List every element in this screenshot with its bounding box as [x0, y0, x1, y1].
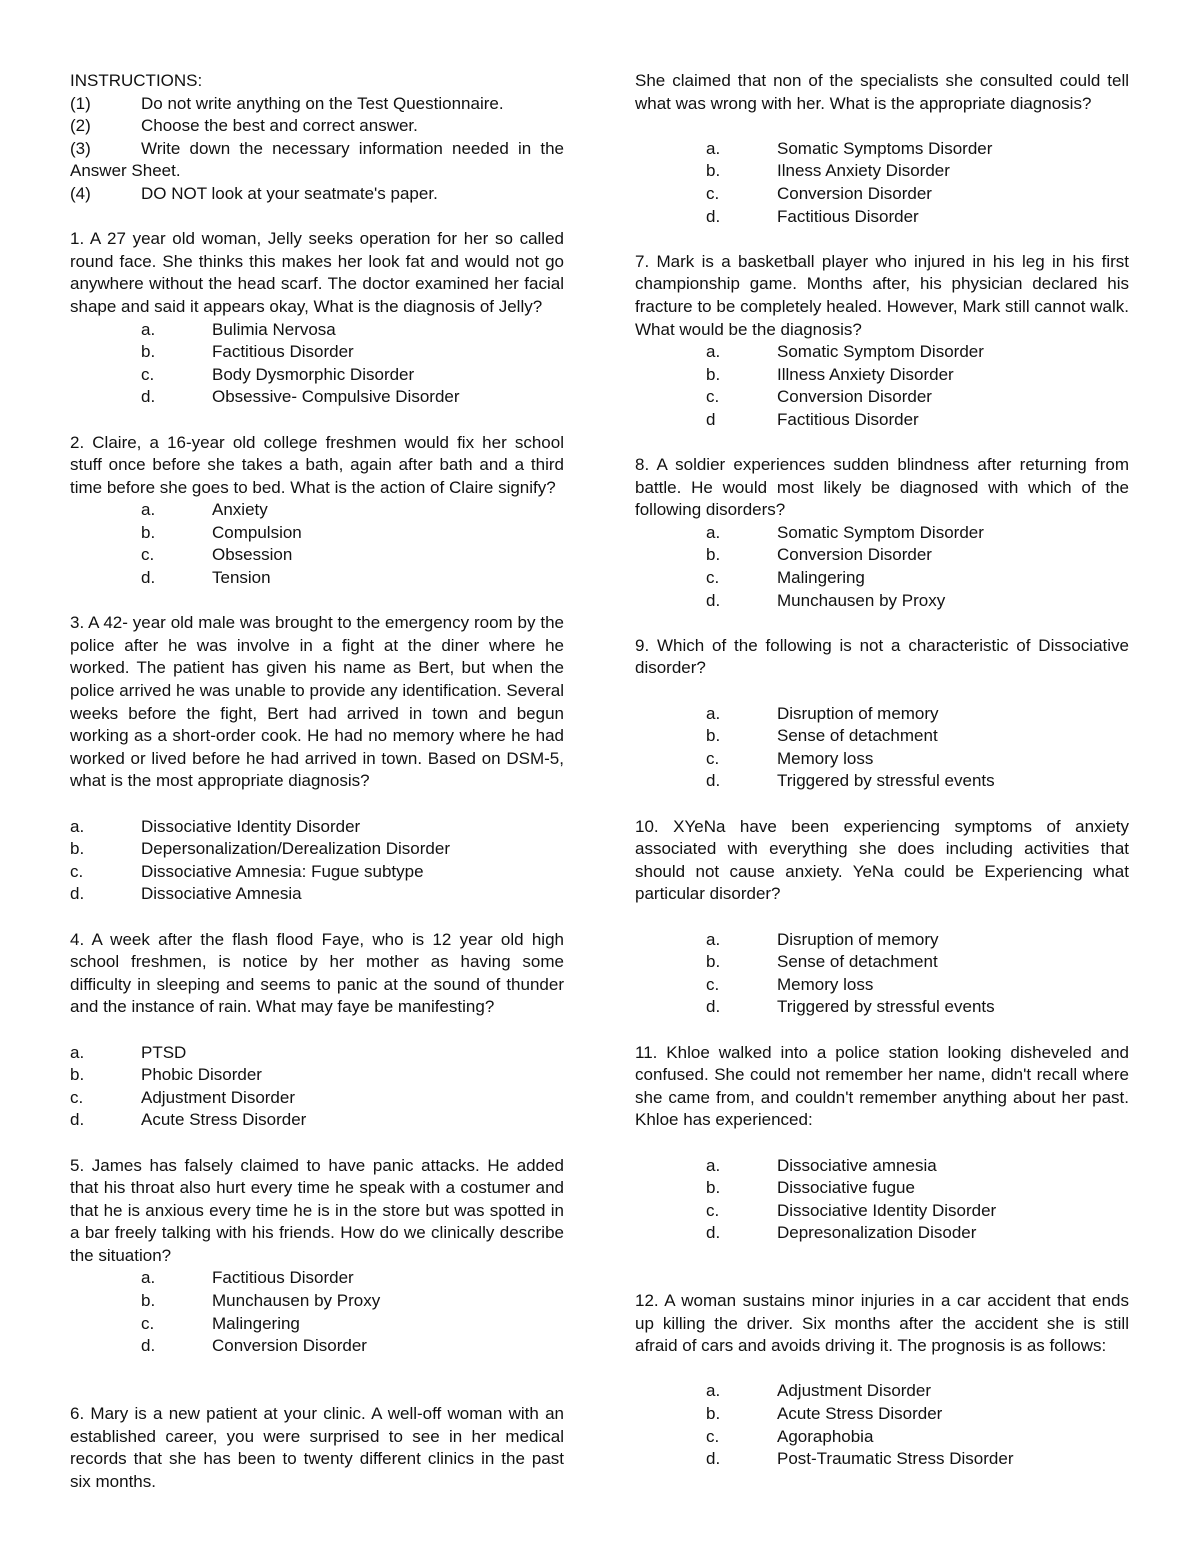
question-stem: 2. Claire, a 16-year old college freshmen would fix her school stuff once before she takes a bath, again after bath and a third time before she goes to bed. What is the action of Claire signify? — [70, 432, 564, 497]
question-6-continued — [635, 70, 1129, 228]
option-text: Dissociative Identity Disorder — [777, 1200, 997, 1220]
option-text: Factitious Disorder — [777, 409, 919, 429]
option-letter: c. — [70, 861, 84, 881]
question-stem: 11. Khloe walked into a police station looking disheveled and confused. She could not remember her name, didn't recall where she came from, and couldn't remember anything about her past. Khloe has experienced: — [635, 1042, 1129, 1130]
option-text: Sense of detachment — [777, 952, 938, 972]
answer-option — [70, 816, 564, 839]
option-letter: a. — [706, 342, 721, 362]
answer-option — [635, 341, 1129, 364]
answer-option — [635, 1448, 1129, 1471]
option-letter: a. — [706, 703, 721, 723]
option-text: Dissociative Identity Disorder — [141, 816, 361, 836]
answer-option — [635, 567, 1129, 590]
option-text: Conversion Disorder — [777, 545, 932, 565]
answer-option — [635, 544, 1129, 567]
question-3 — [70, 612, 564, 906]
option-letter: b. — [141, 522, 156, 542]
option-letter: b. — [706, 161, 721, 181]
option-letter: a. — [141, 500, 156, 520]
option-text: Conversion Disorder — [777, 387, 932, 407]
option-letter: c. — [70, 1087, 84, 1107]
instruction-item — [70, 115, 564, 138]
answer-option — [635, 748, 1129, 771]
answer-option — [635, 364, 1129, 387]
option-text: Dissociative Amnesia: Fugue subtype — [141, 861, 424, 881]
answer-option — [635, 1177, 1129, 1200]
answer-options — [635, 703, 1129, 793]
option-text: Agoraphobia — [777, 1426, 874, 1446]
option-text: Obsessive- Compulsive Disorder — [212, 387, 460, 407]
option-letter: d. — [706, 771, 721, 791]
answer-option — [70, 838, 564, 861]
answer-option — [70, 544, 564, 567]
question-1 — [70, 228, 564, 409]
option-text: Conversion Disorder — [777, 183, 932, 203]
option-letter: b. — [706, 1404, 721, 1424]
question-12 — [635, 1290, 1129, 1471]
option-letter: d. — [141, 387, 156, 407]
answer-option — [70, 567, 564, 590]
option-text: Adjustment Disorder — [777, 1381, 932, 1401]
answer-option — [70, 1335, 564, 1358]
question-stem-continued: She claimed that non of the specialists she consulted could tell what was wrong with her. What is the appropriate diagnosis? — [635, 71, 1129, 113]
question-stem: 1. A 27 year old woman, Jelly seeks operation for her so called round face. She thinks this makes her look fat and would not go anywhere without the head scarf. The doctor examined her facial shape and said it appears okay, What is the diagnosis of Jelly? — [70, 229, 564, 316]
option-letter: c. — [706, 1200, 720, 1220]
question-11 — [635, 1042, 1129, 1245]
question-stem: 4. A week after the flash flood Faye, who is 12 year old high school freshmen, is notice by her mother as having some difficulty in sleeping and seems to panic at the sound of thunder and the instance of rain. What may faye be manifesting? — [70, 929, 564, 1017]
left-column — [70, 70, 564, 1493]
answer-option — [70, 319, 564, 342]
answer-option — [70, 1064, 564, 1087]
answer-option — [635, 1380, 1129, 1403]
instruction-item — [70, 93, 564, 116]
instructions-heading: INSTRUCTIONS: — [70, 71, 203, 90]
answer-option — [70, 341, 564, 364]
question-stem: 6. Mary is a new patient at your clinic. A well-off woman with an established career, you were surprised to see in her medical records that she has been to twenty different clinics in the past six months. — [70, 1404, 564, 1491]
answer-option — [635, 1200, 1129, 1223]
option-letter: c. — [141, 364, 155, 384]
option-letter: c. — [706, 1426, 720, 1446]
answer-option — [635, 929, 1129, 952]
answer-option — [635, 951, 1129, 974]
option-text: Compulsion — [212, 522, 302, 542]
option-text: PTSD — [141, 1042, 187, 1062]
answer-options — [635, 341, 1129, 431]
option-letter: b. — [141, 1291, 156, 1311]
option-text: Factitious Disorder — [212, 1268, 354, 1288]
option-letter: c. — [706, 568, 720, 588]
option-text: Somatic Symptom Disorder — [777, 342, 984, 362]
option-text: Acute Stress Disorder — [141, 1110, 307, 1130]
option-letter: c. — [706, 974, 720, 994]
instruction-text: Choose the best and correct answer. — [141, 116, 418, 136]
option-text: Triggered by stressful events — [777, 771, 995, 791]
option-text: Dissociative Amnesia — [141, 884, 302, 904]
answer-option — [635, 138, 1129, 161]
option-text: Munchausen by Proxy — [212, 1291, 381, 1311]
answer-option — [635, 703, 1129, 726]
question-6 — [70, 1403, 564, 1493]
option-letter: a. — [706, 138, 721, 158]
answer-option — [70, 522, 564, 545]
answer-option — [635, 770, 1129, 793]
option-letter: c. — [141, 545, 155, 565]
instruction-text-continued: Answer Sheet. — [70, 161, 181, 181]
option-text: Malingering — [212, 1313, 300, 1333]
option-letter: c. — [706, 387, 720, 407]
option-text: Dissociative amnesia — [777, 1155, 937, 1175]
instruction-text: DO NOT look at your seatmate's paper. — [141, 183, 438, 203]
answer-options — [635, 522, 1129, 612]
question-stem: 7. Mark is a basketball player who injured in his leg in his first championship game. Months after, his physician declared his fracture to be completely healed. However, Mark still cannot walk. What would be the diagnosis? — [635, 251, 1129, 339]
option-text: Phobic Disorder — [141, 1065, 262, 1085]
option-letter: a. — [706, 929, 721, 949]
answer-option — [70, 386, 564, 409]
answer-options — [635, 1380, 1129, 1470]
option-letter: b. — [706, 1178, 721, 1198]
answer-options — [635, 138, 1129, 228]
option-text: Depresonalization Disoder — [777, 1223, 977, 1243]
answer-options — [70, 816, 564, 906]
option-letter: a. — [141, 319, 156, 339]
option-text: Dissociative fugue — [777, 1178, 915, 1198]
option-text: Anxiety — [212, 500, 268, 520]
option-text: Post-Traumatic Stress Disorder — [777, 1449, 1014, 1469]
option-text: Body Dysmorphic Disorder — [212, 364, 415, 384]
option-letter: b. — [706, 952, 721, 972]
answer-option — [70, 861, 564, 884]
answer-option — [635, 1222, 1129, 1245]
option-text: Disruption of memory — [777, 929, 939, 949]
option-letter: d — [706, 409, 716, 429]
question-5 — [70, 1155, 564, 1358]
answer-option — [635, 1426, 1129, 1449]
option-text: Tension — [212, 568, 271, 588]
instruction-number: (1) — [70, 93, 91, 113]
question-stem: 3. A 42- year old male was brought to the emergency room by the police after he was involve in a fight at the diner where he worked. The patient has given his name as Bert, but when the police arrived he was unable to provide any identification. Several weeks before the fight, Bert had arrived in town and begun working as a short-order cook. He had no memory where he had worked or lived before he had arrived in town. Based on DSM-5, what is the most appropriate diagnosis? — [70, 613, 564, 791]
answer-option — [70, 1087, 564, 1110]
option-text: Illness Anxiety Disorder — [777, 364, 954, 384]
question-stem: 8. A soldier experiences sudden blindness after returning from battle. He would most likely be diagnosed with which of the following disorders? — [635, 455, 1129, 520]
option-text: Bulimia Nervosa — [212, 319, 336, 339]
answer-option — [70, 1290, 564, 1313]
answer-option — [70, 883, 564, 906]
option-letter: c. — [706, 748, 720, 768]
answer-options — [70, 1267, 564, 1357]
option-text: Adjustment Disorder — [141, 1087, 296, 1107]
instruction-text: Do not write anything on the Test Questionnaire. — [141, 93, 504, 113]
option-letter: a. — [70, 1042, 85, 1062]
instruction-item — [70, 183, 564, 206]
option-text: Memory loss — [777, 974, 874, 994]
answer-options — [70, 499, 564, 589]
option-letter: b. — [70, 1065, 85, 1085]
option-letter: d. — [706, 997, 721, 1017]
answer-option — [635, 1155, 1129, 1178]
option-text: Malingering — [777, 568, 865, 588]
option-letter: d. — [141, 1336, 156, 1356]
option-letter: b. — [706, 364, 721, 384]
answer-option — [635, 974, 1129, 997]
option-letter: d. — [141, 568, 156, 588]
option-letter: d. — [706, 206, 721, 226]
question-stem: 12. A woman sustains minor injuries in a car accident that ends up killing the driver. Six months after the accident she is still afraid of cars and avoids driving it. The prognosis is as follows: — [635, 1291, 1129, 1356]
option-letter: b. — [70, 839, 85, 859]
question-4 — [70, 929, 564, 1132]
option-text: Acute Stress Disorder — [777, 1404, 943, 1424]
option-text: Triggered by stressful events — [777, 997, 995, 1017]
question-9 — [635, 635, 1129, 793]
option-text: Factitious Disorder — [212, 342, 354, 362]
answer-option — [635, 996, 1129, 1019]
option-text: Disruption of memory — [777, 703, 939, 723]
instruction-item — [70, 138, 564, 161]
answer-option — [635, 160, 1129, 183]
option-letter: a. — [141, 1268, 156, 1288]
option-text: Memory loss — [777, 748, 874, 768]
answer-option — [70, 1313, 564, 1336]
option-text: Somatic Symptoms Disorder — [777, 138, 993, 158]
question-10 — [635, 816, 1129, 1019]
instruction-number: (4) — [70, 183, 91, 203]
answer-option — [635, 183, 1129, 206]
option-letter: b. — [706, 545, 721, 565]
option-text: Depersonalization/Derealization Disorder — [141, 839, 450, 859]
option-letter: d. — [706, 1449, 721, 1469]
option-letter: b. — [706, 726, 721, 746]
option-letter: a. — [706, 1381, 721, 1401]
answer-options — [635, 1155, 1129, 1245]
option-letter: d. — [706, 590, 721, 610]
question-7 — [635, 251, 1129, 432]
option-letter: a. — [706, 1155, 721, 1175]
answer-option — [70, 1109, 564, 1132]
option-letter: d. — [706, 1223, 721, 1243]
answer-options — [635, 929, 1129, 1019]
question-stem: 5. James has falsely claimed to have panic attacks. He added that his throat also hurt every time he speak with a costumer and that he is anxious every time he is in the store but was spotted in a bar freely talking with his friends. How do we clinically describe the situation? — [70, 1155, 564, 1265]
option-letter: c. — [706, 183, 720, 203]
option-letter: c. — [141, 1313, 155, 1333]
question-2 — [70, 432, 564, 590]
answer-option — [635, 522, 1129, 545]
answer-option — [635, 725, 1129, 748]
option-text: Factitious Disorder — [777, 206, 919, 226]
option-text: Sense of detachment — [777, 726, 938, 746]
question-8 — [635, 454, 1129, 612]
answer-option — [70, 1042, 564, 1065]
option-text: Munchausen by Proxy — [777, 590, 946, 610]
instruction-text: Write down the necessary information needed in the — [141, 138, 564, 158]
answer-option — [70, 1267, 564, 1290]
answer-option — [635, 409, 1129, 432]
answer-option — [70, 364, 564, 387]
option-letter: a. — [70, 816, 85, 836]
option-letter: d. — [70, 1110, 85, 1130]
option-text: Somatic Symptom Disorder — [777, 522, 984, 542]
answer-options — [70, 1042, 564, 1132]
answer-option — [635, 206, 1129, 229]
option-text: Obsession — [212, 545, 293, 565]
answer-option — [635, 590, 1129, 613]
answer-option — [635, 386, 1129, 409]
option-letter: d. — [70, 884, 85, 904]
option-text: Conversion Disorder — [212, 1336, 367, 1356]
instructions — [70, 70, 564, 206]
question-stem: 9. Which of the following is not a characteristic of Dissociative disorder? — [635, 635, 1129, 678]
option-text: Ilness Anxiety Disorder — [777, 161, 950, 181]
option-letter: a. — [706, 522, 721, 542]
right-column — [635, 70, 1129, 1471]
answer-option — [70, 499, 564, 522]
answer-options — [70, 319, 564, 409]
option-letter: b. — [141, 342, 156, 362]
question-stem: 10. XYeNa have been experiencing symptoms of anxiety associated with everything she does including activities that should not cause anxiety. YeNa could be Experiencing what particular disorder? — [635, 816, 1129, 904]
answer-option — [635, 1403, 1129, 1426]
instruction-number: (3) — [70, 138, 91, 158]
instruction-number: (2) — [70, 116, 91, 136]
